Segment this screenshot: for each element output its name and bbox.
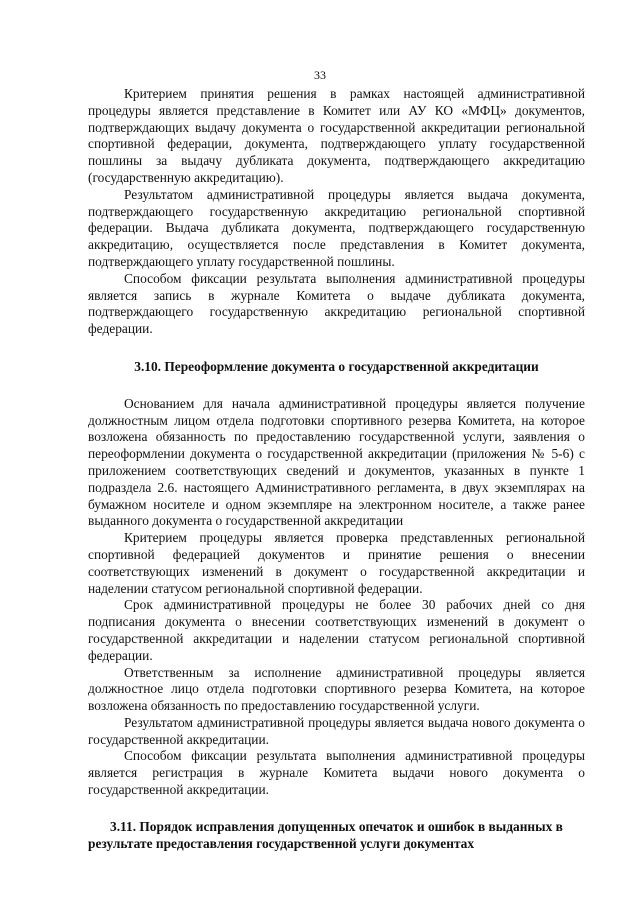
paragraph-criterion-duplicate: Критерием принятия решения в рамках настоящей административной процедуры является представление в Комитет или АУ КО «МФЦ» документов, подтверждающих выдачу документа о государственной аккредитации региональной спортивной федерации, документа, подтверждающего уплату государственной пошлины за выдачу дубликата документа, подтверждающего аккредитацию (государственную аккредитацию). [88, 86, 585, 185]
paragraph-result-duplicate: Результатом административной процедуры является выдача документа, подтверждающего государственную аккредитацию региональной спортивной федерации. Выдача дубликата документа, подтверждающего государственную аккредитацию, осуществляется после представления в Комитет документа, подтверждающего уплату государственной пошлины. [88, 186, 585, 269]
page-number: 33 [314, 68, 326, 82]
page-content [88, 86, 585, 852]
paragraph-result-reissue: Результатом административной процедуры является выдача нового документа о государственной аккредитации. [88, 714, 585, 747]
paragraph-term-reissue: Срок административной процедуры не более 30 рабочих дней со дня подписания документа о внесении соответствующих изменений в документ о государственной аккредитации и наделении статусом региональной спортивной федерации. [88, 597, 585, 663]
paragraph-fixation-reissue: Способом фиксации результата выполнения административной процедуры является регистрация в журнале Комитета выдачи нового документа о государственной аккредитации. [88, 748, 585, 798]
section-heading-3-11: 3.11. Порядок исправления допущенных опечаток и ошибок в выданных в результате предоставления государственной услуги документах [88, 818, 563, 851]
section-heading-3-10: 3.10. Переоформление документа о государственной аккредитации [134, 358, 539, 374]
paragraph-criterion-reissue: Критерием процедуры является проверка представленных региональной спортивной федерацией документов и принятие решения о внесении соответствующих изменений в документ о государственной аккредитации и наделении статусом региональной спортивной федерации. [88, 530, 585, 596]
paragraph-responsible-reissue: Ответственным за исполнение административной процедуры является должностное лицо отдела подготовки спортивного резерва Комитета, на которое возложена обязанность по предоставлению государственной услуги. [88, 664, 585, 714]
paragraph-basis-reissue: Основанием для начала административной процедуры является получение должностным лицом отдела подготовки спортивного резерва Комитета, на которое возложена обязанность по предоставлению государственной услуги, заявления о переоформлении документа о государственной аккредитации (приложения № 5-6) с приложением соответствующих сведений и документов, указанных в пункте 1 подраздела 2.6. настоящего Административного регламента, в двух экземплярах на бумажном носителе и одном экземпляре на электронном носителе, а также ранее выданного документа о государственной аккредитации [88, 395, 585, 529]
paragraph-fixation-duplicate: Способом фиксации результата выполнения административной процедуры является запись в журнале Комитета о выдаче дубликата документа, подтверждающего государственную аккредитацию региональной спортивной федерации. [88, 270, 585, 337]
